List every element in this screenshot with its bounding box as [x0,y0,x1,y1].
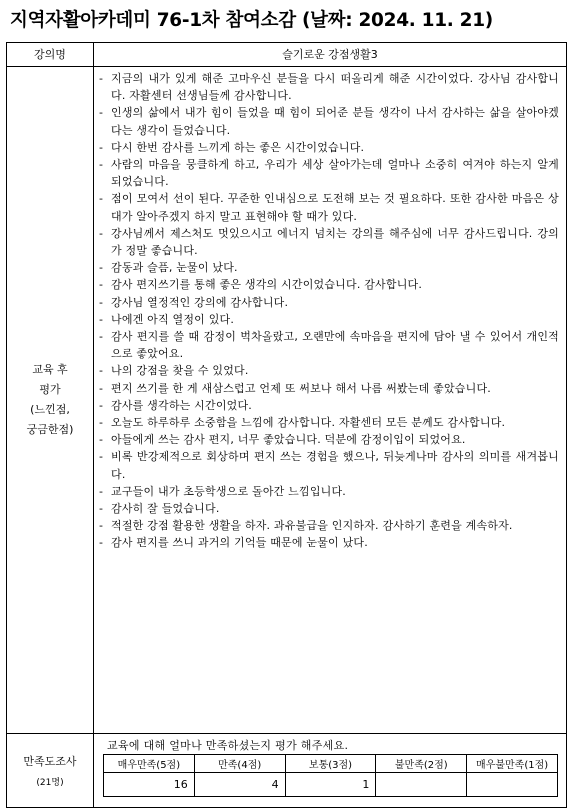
feedback-text: 감사 편지를 쓰니 과거의 기억들 때문에 눈물이 났다. [111,536,368,550]
feedback-text: 강사님 열정적인 강의에 감사합니다. [111,295,289,309]
satisfaction-value-row [104,773,558,797]
evaluation-table [6,42,567,808]
feedback-text: 인생의 삶에서 내가 힘이 들었을 때 힘이 되어준 분들 생각이 나서 감사하는 삶을 살아야겠다는 생각이 들었습니다. [111,106,559,137]
bullet-dash: - [99,106,104,120]
lecture-name-value: 슬기로운 강점생활3 [282,48,378,61]
rating-header: 매우불만족(1점) [467,755,558,773]
bullet-dash: - [99,502,104,516]
feedback-text: 감사를 생각하는 시간이었다. [111,398,253,412]
feedback-text: 감동과 슬픔, 눈물이 났다. [111,261,238,275]
column-divider [93,734,94,807]
feedback-text: 감사 편지를 쓸 때 감정이 벅차올랐고, 오랜만에 속마음을 편지에 담아 낼 수 있어서 개인적으로 좋았어요. [111,330,559,361]
bullet-dash: - [99,261,104,275]
feedback-item [99,156,559,190]
education-row [7,67,566,734]
feedback-text: 아들에게 쓰는 감사 편지, 너무 좋았습니다. 덕분에 감정이입이 되었어요. [111,433,466,447]
feedback-text: 강사님께서 제스처도 멋있으시고 에너지 넘치는 강의를 해주심에 너무 감사드립니다. 강의가 정말 좋습니다. [111,226,559,258]
education-label-line: 궁금한점) [26,423,74,436]
feedback-text: 사람의 마음을 뭉클하게 하고, 우리가 세상 살아가는데 얼마나 소중히 여겨야 하는지 알게 되었습니다. [111,158,559,189]
feedback-item [99,534,559,551]
feedback-text: 감사히 잘 들었습니다. [111,502,220,516]
bullet-dash: - [99,140,104,154]
feedback-text: 나에겐 아직 열정이 있다. [111,312,235,326]
bullet-dash: - [99,158,104,172]
rating-count: 4 [194,773,285,797]
bullet-dash: - [99,381,104,395]
education-label-line: 평가 [39,383,61,396]
feedback-item [99,294,559,311]
bullet-dash: - [99,226,104,240]
satisfaction-title: 만족도조사 [23,755,77,768]
bullet-dash: - [99,519,104,533]
feedback-text: 적절한 강점 활용한 생활을 하자. 과유불급을 인지하자. 감사하기 훈련을 계속하자. [111,519,513,533]
feedback-item [99,311,559,328]
bullet-dash: - [99,192,104,206]
bullet-dash: - [99,72,104,85]
feedback-text: 편지 쓰기를 한 게 새삼스럽고 언제 또 써보나 해서 나름 써봤는데 좋았습니다. [111,381,491,395]
feedback-text: 교구들이 내가 초등학생으로 돌아간 느낌입니다. [111,484,347,498]
rating-header: 매우만족(5점) [104,755,195,773]
feedback-item [99,380,559,397]
feedback-item [99,448,559,482]
feedback-item [99,328,559,362]
feedback-text: 지금의 내가 있게 해준 고마우신 분들을 다시 떠올리게 해준 시간이었다. 강사님 감사합니다. 자활센터 선생님들께 감사합니다. [111,72,559,103]
column-divider [93,67,94,733]
feedback-item [99,431,559,448]
bullet-dash: - [99,433,104,447]
feedback-item [99,517,559,534]
feedback-item [99,414,559,431]
feedback-text: 나의 강점을 찾을 수 있었다. [111,364,249,378]
education-label-line: (느낀점, [30,403,70,416]
feedback-item [99,500,559,517]
feedback-item [99,190,559,224]
education-label [7,67,93,733]
satisfaction-table [103,754,558,797]
lecture-row [7,43,566,67]
bullet-dash: - [99,398,104,412]
bullet-dash: - [99,295,104,309]
feedback-item [99,362,559,379]
feedback-text: 오늘도 하루하루 소중함을 느낌에 감사합니다. 자활센터 모든 분께도 감사합니다. [111,416,506,430]
feedback-text: 비록 반강제적으로 회상하며 편지 쓰는 경험을 했으나, 뒤늦게나마 감사의 의미를 새겨봅니다. [111,450,559,481]
rating-header: 보통(3점) [285,755,376,773]
respondent-count: (21명) [36,778,64,788]
bullet-dash: - [99,278,104,292]
feedback-item [99,259,559,276]
satisfaction-question: 교육에 대해 얼마나 만족하셨는지 평가 해주세요. [107,739,349,752]
feedback-text: 점이 모여서 선이 된다. 꾸준한 인내심으로 도전해 보는 것 필요하다. 또한 감사한 마음은 상대가 알아주겠지 하지 말고 표현해야 할 때가 있다. [111,192,559,223]
bullet-dash: - [99,364,104,378]
rating-header: 만족(4점) [194,755,285,773]
bullet-dash: - [99,450,104,464]
feedback-list [99,70,559,552]
rating-count [376,773,467,797]
lecture-name-label: 강의명 [34,48,66,61]
bullet-dash: - [99,416,104,430]
feedback-item [99,225,559,259]
bullet-dash: - [99,536,104,550]
bullet-dash: - [99,312,104,326]
bullet-dash: - [99,484,104,498]
bullet-dash: - [99,330,104,344]
feedback-text: 감사 편지쓰기를 통해 좋은 생각의 시간이었습니다. 감사합니다. [111,278,423,292]
rating-count: 1 [285,773,376,797]
feedback-text: 다시 한번 감사를 느끼게 하는 좋은 시간이었습니다. [111,140,365,154]
satisfaction-label [7,734,93,807]
satisfaction-row [7,734,566,807]
feedback-item [99,70,559,104]
rating-count [467,773,558,797]
page-title: 지역자활아카데미 76-1차 참여소감 (날짜: 2024. 11. 21) [10,10,493,31]
feedback-item [99,483,559,500]
education-label-line: 교육 후 [32,363,68,376]
satisfaction-header-row [104,755,558,773]
rating-count: 16 [104,773,195,797]
feedback-item [99,104,559,138]
feedback-item [99,276,559,293]
feedback-item [99,397,559,414]
feedback-item [99,139,559,156]
rating-header: 불만족(2점) [376,755,467,773]
